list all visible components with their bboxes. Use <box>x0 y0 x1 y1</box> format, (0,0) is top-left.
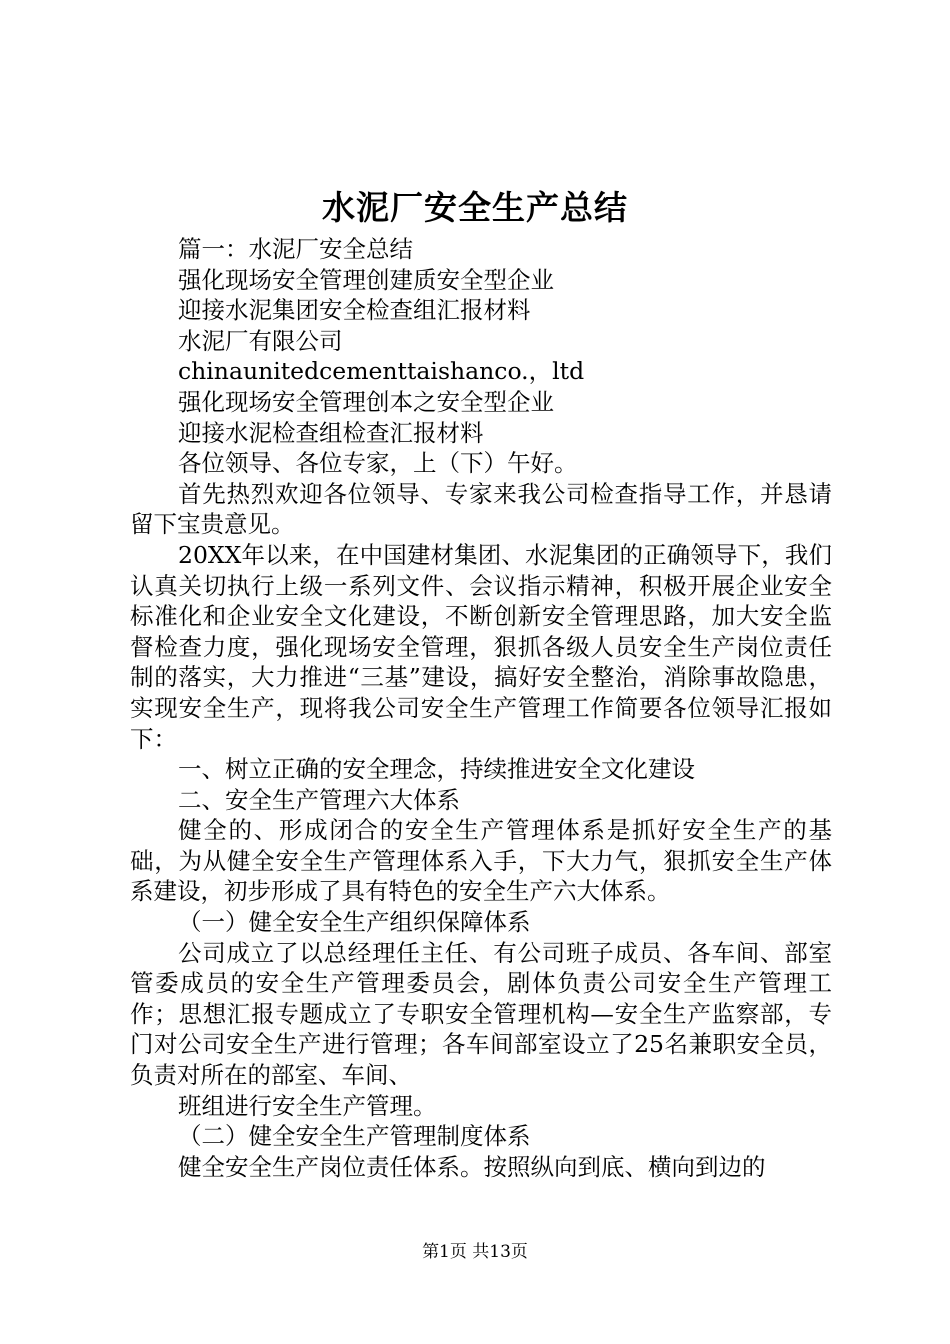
page-footer: 第1页 共13页 <box>422 1242 528 1262</box>
paragraph-section-heading: 篇一：水泥厂安全总结 <box>178 235 413 263</box>
paragraph-body: 健全的、形成闭合的安全生产管理体系是抓好安全生产的基础，为从健全安全生产管理体系入手，下大力气，狠抓安全生产体系建设，初步形成了具有特色的安全生产六大体系。 <box>130 816 832 906</box>
paragraph-body: 班组进行安全生产管理。 <box>178 1091 437 1120</box>
paragraph-greeting: 各位领导、各位专家，上（下）午好。 <box>178 449 578 478</box>
paragraph-body: 公司成立了以总经理任主任、有公司班子成员、各车间、部室管委成员的安全生产管理委员会，剧体负责公司安全生产管理工作；思想汇报专题成立了专职安全管理机构—安全生产监察部，专门对公司安全生产进行管理；各车间部室设立了25名兼职安全员，负责对所在的部室、车间、 <box>130 938 832 1090</box>
document-body <box>130 234 832 1182</box>
paragraph-subheading: （二）健全安全生产管理制度体系 <box>178 1122 531 1151</box>
paragraph-body: 首先热烈欢迎各位领导、专家来我公司检查指导工作，并恳请留下宝贵意见。 <box>130 479 832 539</box>
paragraph-subtitle: 迎接水泥集团安全检查组汇报材料 <box>178 296 531 325</box>
paragraph-body: 健全安全生产岗位责任体系。按照纵向到底、横向到边的 <box>178 1152 766 1181</box>
paragraph-company-name: 水泥厂有限公司 <box>178 326 343 355</box>
paragraph-heading: 二、安全生产管理六大体系 <box>178 785 460 814</box>
paragraph-company-english: chinaunitedcementtaishanco.，ltd <box>178 357 585 386</box>
paragraph-subtitle: 强化现场安全管理创本之安全型企业 <box>178 387 554 416</box>
paragraph-heading: 一、树立正确的安全理念，持续推进安全文化建设 <box>178 755 695 784</box>
paragraph-subtitle: 强化现场安全管理创建质安全型企业 <box>178 265 554 294</box>
paragraph-subheading: （一）健全安全生产组织保障体系 <box>178 908 531 937</box>
document-title: 水泥厂安全生产总结 <box>322 188 628 227</box>
paragraph-subtitle: 迎接水泥检查组检查汇报材料 <box>178 418 484 447</box>
paragraph-body: 20XX年以来，在中国建材集团、水泥集团的正确领导下，我们认真关切执行上级一系列文件、会议指示精神，积极开展企业安全标准化和企业安全文化建设，不断创新安全管理思路，加大安全监督检查力度，强化现场安全管理，狠抓各级人员安全生产岗位责任制的落实，大力推进“三基”建设，搞好安全整治，消除事故隐患，实现安全生产，现将我公司安全生产管理工作简要各位领导汇报如下： <box>130 540 832 753</box>
